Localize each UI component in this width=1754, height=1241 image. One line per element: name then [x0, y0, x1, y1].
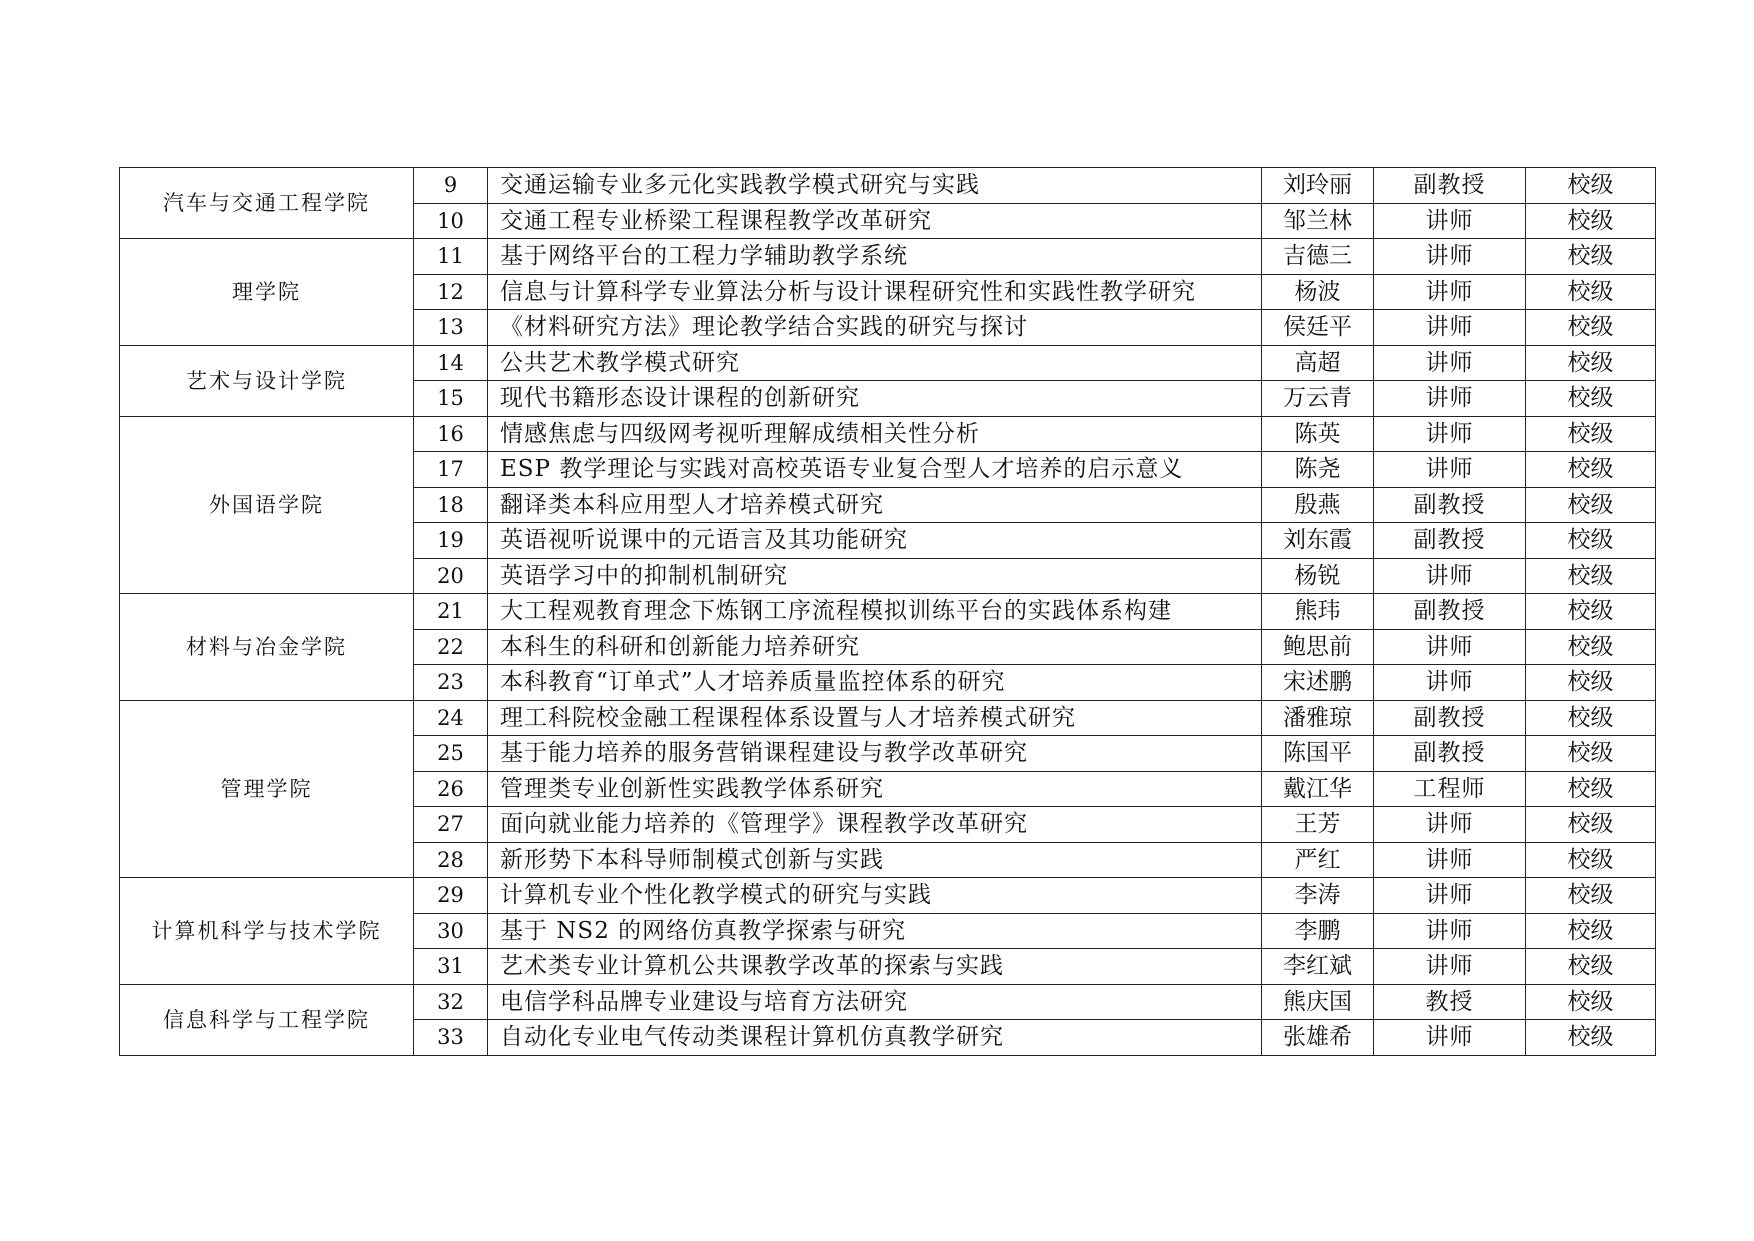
leader-title: 副教授 [1374, 168, 1526, 204]
project-number: 16 [414, 416, 488, 452]
project-title: 计算机专业个性化教学模式的研究与实践 [488, 878, 1262, 914]
project-leader: 宋述鹏 [1262, 665, 1374, 701]
project-number: 19 [414, 523, 488, 559]
leader-title: 讲师 [1374, 1020, 1526, 1056]
project-level: 校级 [1526, 558, 1656, 594]
project-leader: 万云青 [1262, 381, 1374, 417]
leader-title: 工程师 [1374, 771, 1526, 807]
project-title: 基于能力培养的服务营销课程建设与教学改革研究 [488, 736, 1262, 772]
leader-title: 讲师 [1374, 949, 1526, 985]
project-level: 校级 [1526, 594, 1656, 630]
project-level: 校级 [1526, 168, 1656, 204]
project-leader: 刘玲丽 [1262, 168, 1374, 204]
college-name: 信息科学与工程学院 [120, 984, 414, 1055]
project-number: 11 [414, 239, 488, 275]
leader-title: 讲师 [1374, 807, 1526, 843]
project-leader: 吉德三 [1262, 239, 1374, 275]
project-title: 本科生的科研和创新能力培养研究 [488, 629, 1262, 665]
project-leader: 殷燕 [1262, 487, 1374, 523]
project-number: 13 [414, 310, 488, 346]
project-level: 校级 [1526, 807, 1656, 843]
project-leader: 潘雅琼 [1262, 700, 1374, 736]
table-row [120, 168, 1656, 204]
project-leader: 陈尧 [1262, 452, 1374, 488]
project-level: 校级 [1526, 345, 1656, 381]
leader-title: 教授 [1374, 984, 1526, 1020]
project-level: 校级 [1526, 203, 1656, 239]
college-name: 汽车与交通工程学院 [120, 168, 414, 239]
college-name: 外国语学院 [120, 416, 414, 594]
project-title: 公共艺术教学模式研究 [488, 345, 1262, 381]
project-title: 英语视听说课中的元语言及其功能研究 [488, 523, 1262, 559]
project-title: 面向就业能力培养的《管理学》课程教学改革研究 [488, 807, 1262, 843]
leader-title: 讲师 [1374, 274, 1526, 310]
project-title: 艺术类专业计算机公共课教学改革的探索与实践 [488, 949, 1262, 985]
project-leader: 张雄希 [1262, 1020, 1374, 1056]
leader-title: 副教授 [1374, 487, 1526, 523]
leader-title: 讲师 [1374, 913, 1526, 949]
project-leader: 李红斌 [1262, 949, 1374, 985]
table-row [120, 700, 1656, 736]
college-name: 管理学院 [120, 700, 414, 878]
leader-title: 讲师 [1374, 203, 1526, 239]
college-name: 艺术与设计学院 [120, 345, 414, 416]
project-number: 15 [414, 381, 488, 417]
project-title: 管理类专业创新性实践教学体系研究 [488, 771, 1262, 807]
project-number: 23 [414, 665, 488, 701]
project-level: 校级 [1526, 913, 1656, 949]
project-number: 18 [414, 487, 488, 523]
project-title: 新形势下本科导师制模式创新与实践 [488, 842, 1262, 878]
project-level: 校级 [1526, 487, 1656, 523]
leader-title: 讲师 [1374, 665, 1526, 701]
project-leader: 杨锐 [1262, 558, 1374, 594]
leader-title: 副教授 [1374, 523, 1526, 559]
leader-title: 副教授 [1374, 594, 1526, 630]
project-title: 信息与计算科学专业算法分析与设计课程研究性和实践性教学研究 [488, 274, 1262, 310]
project-leader: 杨波 [1262, 274, 1374, 310]
project-number: 17 [414, 452, 488, 488]
project-number: 28 [414, 842, 488, 878]
project-leader: 侯廷平 [1262, 310, 1374, 346]
project-leader: 陈英 [1262, 416, 1374, 452]
project-number: 33 [414, 1020, 488, 1056]
project-number: 9 [414, 168, 488, 204]
project-title: 理工科院校金融工程课程体系设置与人才培养模式研究 [488, 700, 1262, 736]
leader-title: 讲师 [1374, 239, 1526, 275]
leader-title: 讲师 [1374, 452, 1526, 488]
leader-title: 讲师 [1374, 345, 1526, 381]
project-leader: 陈国平 [1262, 736, 1374, 772]
project-leader: 严红 [1262, 842, 1374, 878]
table-body [120, 168, 1656, 1056]
project-level: 校级 [1526, 452, 1656, 488]
project-leader: 熊庆国 [1262, 984, 1374, 1020]
college-name: 理学院 [120, 239, 414, 346]
project-level: 校级 [1526, 416, 1656, 452]
project-leader: 刘东霞 [1262, 523, 1374, 559]
table-row [120, 416, 1656, 452]
project-number: 24 [414, 700, 488, 736]
table-row [120, 878, 1656, 914]
project-level: 校级 [1526, 239, 1656, 275]
project-level: 校级 [1526, 949, 1656, 985]
project-leader: 李涛 [1262, 878, 1374, 914]
college-name: 计算机科学与技术学院 [120, 878, 414, 985]
project-level: 校级 [1526, 700, 1656, 736]
project-number: 22 [414, 629, 488, 665]
project-level: 校级 [1526, 523, 1656, 559]
project-leader: 戴江华 [1262, 771, 1374, 807]
leader-title: 讲师 [1374, 416, 1526, 452]
leader-title: 副教授 [1374, 736, 1526, 772]
project-leader: 鲍思前 [1262, 629, 1374, 665]
project-leader: 王芳 [1262, 807, 1374, 843]
project-level: 校级 [1526, 381, 1656, 417]
project-level: 校级 [1526, 665, 1656, 701]
project-number: 27 [414, 807, 488, 843]
leader-title: 讲师 [1374, 629, 1526, 665]
project-level: 校级 [1526, 984, 1656, 1020]
project-title: 基于网络平台的工程力学辅助教学系统 [488, 239, 1262, 275]
project-number: 20 [414, 558, 488, 594]
project-number: 25 [414, 736, 488, 772]
leader-title: 讲师 [1374, 310, 1526, 346]
college-name: 材料与冶金学院 [120, 594, 414, 701]
table-row [120, 345, 1656, 381]
project-title: 翻译类本科应用型人才培养模式研究 [488, 487, 1262, 523]
project-title: 交通工程专业桥梁工程课程教学改革研究 [488, 203, 1262, 239]
project-title: 自动化专业电气传动类课程计算机仿真教学研究 [488, 1020, 1262, 1056]
project-number: 21 [414, 594, 488, 630]
project-leader: 高超 [1262, 345, 1374, 381]
project-title: 交通运输专业多元化实践教学模式研究与实践 [488, 168, 1262, 204]
project-title: ESP 教学理论与实践对高校英语专业复合型人才培养的启示意义 [488, 452, 1262, 488]
project-title: 基于 NS2 的网络仿真教学探索与研究 [488, 913, 1262, 949]
project-leader: 李鹏 [1262, 913, 1374, 949]
project-number: 14 [414, 345, 488, 381]
project-leader: 邹兰林 [1262, 203, 1374, 239]
project-level: 校级 [1526, 842, 1656, 878]
project-number: 29 [414, 878, 488, 914]
project-number: 12 [414, 274, 488, 310]
table-row [120, 984, 1656, 1020]
project-title: 英语学习中的抑制机制研究 [488, 558, 1262, 594]
project-title: 电信学科品牌专业建设与培育方法研究 [488, 984, 1262, 1020]
project-number: 26 [414, 771, 488, 807]
leader-title: 讲师 [1374, 381, 1526, 417]
leader-title: 讲师 [1374, 878, 1526, 914]
project-title: 大工程观教育理念下炼钢工序流程模拟训练平台的实践体系构建 [488, 594, 1262, 630]
project-title: 本科教育“订单式”人才培养质量监控体系的研究 [488, 665, 1262, 701]
leader-title: 讲师 [1374, 842, 1526, 878]
leader-title: 副教授 [1374, 700, 1526, 736]
project-number: 30 [414, 913, 488, 949]
project-title: 现代书籍形态设计课程的创新研究 [488, 381, 1262, 417]
project-number: 31 [414, 949, 488, 985]
project-level: 校级 [1526, 629, 1656, 665]
project-number: 10 [414, 203, 488, 239]
project-level: 校级 [1526, 878, 1656, 914]
project-level: 校级 [1526, 274, 1656, 310]
table-row [120, 594, 1656, 630]
project-title: 情感焦虑与四级网考视听理解成绩相关性分析 [488, 416, 1262, 452]
project-table [119, 167, 1656, 1056]
project-number: 32 [414, 984, 488, 1020]
project-level: 校级 [1526, 310, 1656, 346]
project-level: 校级 [1526, 771, 1656, 807]
table-row [120, 239, 1656, 275]
project-title: 《材料研究方法》理论教学结合实践的研究与探讨 [488, 310, 1262, 346]
project-level: 校级 [1526, 736, 1656, 772]
project-level: 校级 [1526, 1020, 1656, 1056]
project-leader: 熊玮 [1262, 594, 1374, 630]
leader-title: 讲师 [1374, 558, 1526, 594]
